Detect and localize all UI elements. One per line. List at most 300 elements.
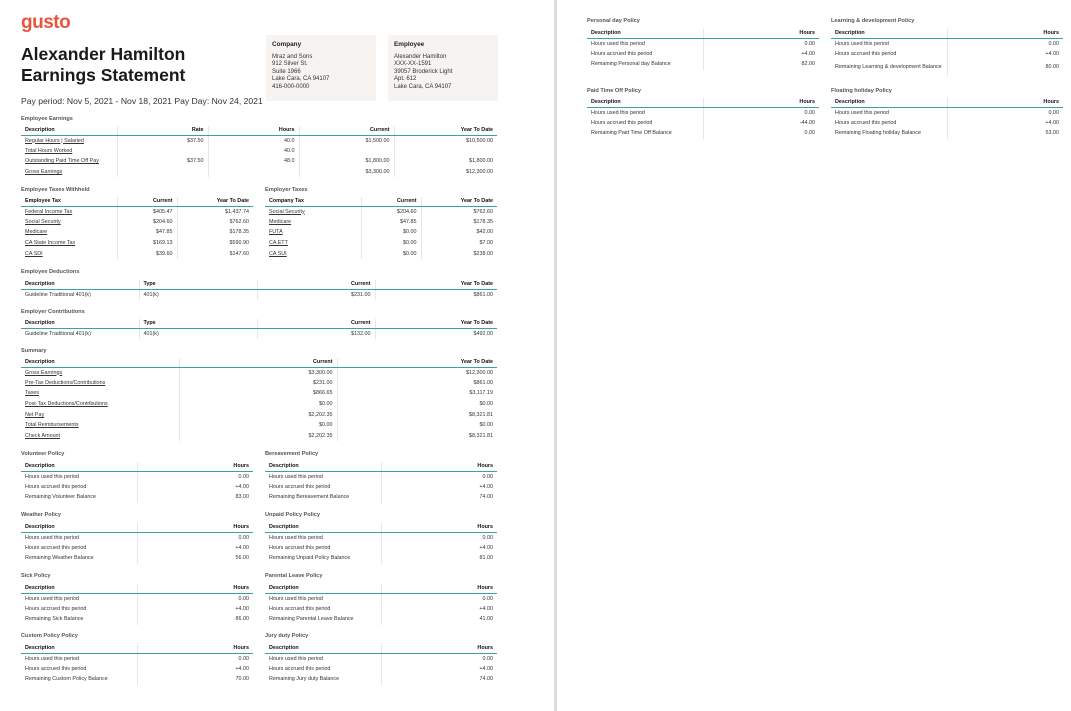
cell: +4.00 <box>1045 50 1059 57</box>
cell: $762.60 <box>229 218 249 225</box>
column-header: Type <box>139 319 257 328</box>
cell: 0.00 <box>482 534 493 541</box>
table-row <box>265 653 497 664</box>
table-row <box>265 664 497 675</box>
custom-policy-table <box>21 644 253 685</box>
tax-name-link[interactable]: Medicare <box>265 217 361 228</box>
cell: 80.00 <box>1045 64 1059 71</box>
tax-name-link[interactable]: Federal Income Tax <box>21 206 117 217</box>
cell: $7.00 <box>479 240 493 247</box>
earning-description-link[interactable]: Total Hours Worked <box>21 146 117 157</box>
company-line: Lake Cara, CA 94107 <box>272 76 330 83</box>
cell: $231.00 <box>179 378 337 389</box>
cell: $10,500.00 <box>466 137 493 144</box>
cell: Remaining Weather Balance <box>21 553 137 564</box>
cell: $178.35 <box>473 218 493 225</box>
table-row <box>21 289 497 300</box>
earning-description-link[interactable]: Regular Hours | Salaried <box>21 135 117 146</box>
gusto-logo: gusto <box>21 12 71 33</box>
cell: 0.00 <box>1048 109 1059 116</box>
table-header-row <box>21 462 253 471</box>
cell: $47.85 <box>361 217 421 228</box>
statement-page-2 <box>557 0 1071 711</box>
table-row <box>265 604 497 615</box>
table-row <box>21 553 253 564</box>
column-header: Current <box>179 358 337 367</box>
table-row <box>21 614 253 625</box>
tax-name-link[interactable]: CA ETT <box>265 238 361 249</box>
cell <box>117 146 208 157</box>
table-header-row <box>21 358 497 367</box>
cell: Hours accrued this period <box>831 49 947 60</box>
cell: 40.0 <box>208 146 299 157</box>
column-header: Description <box>21 280 139 289</box>
table-row <box>21 227 253 238</box>
cell: +4.00 <box>801 50 815 57</box>
cell: 0.00 <box>238 534 249 541</box>
cell: Remaining Learning & development Balance <box>831 59 947 76</box>
table-row <box>265 553 497 564</box>
employee-taxes-table <box>21 197 253 259</box>
table-row <box>21 420 497 431</box>
table-row <box>21 167 497 178</box>
summary-item-link[interactable]: Taxes <box>21 388 179 399</box>
column-header: Current <box>117 197 177 206</box>
bereavement-policy-table <box>265 462 497 503</box>
employee-info-box <box>388 35 498 101</box>
cell: +4.00 <box>235 605 249 612</box>
employee-line: Alexander Hamilton <box>394 53 447 60</box>
column-header: Rate <box>117 126 208 135</box>
column-header: Description <box>831 98 947 107</box>
cell: 0.00 <box>804 130 815 137</box>
table-header-row <box>831 29 1063 38</box>
cell: 83.00 <box>235 494 249 501</box>
cell <box>117 167 208 178</box>
cell: Hours used this period <box>21 653 137 664</box>
cell: $3,117.19 <box>469 390 493 397</box>
column-header: Hours <box>381 584 497 593</box>
table-row <box>265 248 497 259</box>
table-header-row <box>21 523 253 532</box>
table-row <box>21 399 497 410</box>
column-header: Hours <box>208 126 299 135</box>
cell: Hours accrued this period <box>265 664 381 675</box>
column-header: Hours <box>137 462 253 471</box>
cell: Hours used this period <box>265 593 381 604</box>
cell: +4.00 <box>235 665 249 672</box>
summary-item-link[interactable]: Net Pay <box>21 409 179 420</box>
cell: +4.00 <box>479 665 493 672</box>
table-row <box>21 378 497 389</box>
cell: $0.00 <box>179 399 337 410</box>
cell: $0.00 <box>479 422 493 429</box>
weather-policy-title: Weather Policy <box>21 512 62 518</box>
cell: $231.00 <box>257 289 375 300</box>
cell: $861.00 <box>473 291 493 298</box>
table-row <box>21 543 253 554</box>
personal-day-policy-table <box>587 29 819 70</box>
employer-taxes-section-title: Employer Taxes <box>265 187 308 193</box>
column-header: Description <box>587 29 703 38</box>
cell: 0.00 <box>238 473 249 480</box>
parental-leave-policy-title: Parental Leave Policy <box>265 573 323 579</box>
pto-policy-title: Paid Time Off Policy <box>587 88 641 94</box>
cell: Hours used this period <box>831 107 947 118</box>
cell: 56.00 <box>235 555 249 562</box>
company-line: 912 Silver St. <box>272 61 308 68</box>
cell: 48.0 <box>208 156 299 167</box>
cell: +4.00 <box>235 544 249 551</box>
table-row <box>21 248 253 259</box>
cell: +4.00 <box>479 605 493 612</box>
table-row <box>21 674 253 685</box>
cell: $0.00 <box>361 238 421 249</box>
table-row <box>265 482 497 493</box>
cell: $147.60 <box>229 250 249 257</box>
cell: Hours used this period <box>265 653 381 664</box>
sick-policy-title: Sick Policy <box>21 573 51 579</box>
table-header-row <box>587 98 819 107</box>
table-row <box>265 471 497 482</box>
company-line: Suite 1966 <box>272 68 301 75</box>
cell: 86.00 <box>235 616 249 623</box>
tax-name-link[interactable]: FUTA <box>265 227 361 238</box>
cell: $3,300.00 <box>179 367 337 378</box>
employee-heading: Employee <box>394 41 425 48</box>
cell: 41.00 <box>479 616 493 623</box>
column-header: Current <box>257 319 375 328</box>
unpaid-policy-table <box>265 523 497 564</box>
table-header-row <box>265 523 497 532</box>
cell: $12,300.00 <box>466 369 493 376</box>
column-header: Year To Date <box>421 197 497 206</box>
cell: 53.00 <box>1045 130 1059 137</box>
cell: 401(k) <box>139 328 257 339</box>
floating-holiday-policy-title: Floating holiday Policy <box>831 88 892 94</box>
sick-policy-table <box>21 584 253 625</box>
column-header: Year To Date <box>177 197 253 206</box>
cell: Hours accrued this period <box>21 604 137 615</box>
cell: $8,321.81 <box>469 411 493 418</box>
contributions-section-title: Employer Contributions <box>21 309 85 315</box>
table-header-row <box>21 644 253 653</box>
cell: Remaining Bereavement Balance <box>265 492 381 503</box>
cell: 0.00 <box>238 595 249 602</box>
table-row <box>265 674 497 685</box>
table-row <box>21 388 497 399</box>
column-header: Hours <box>703 98 819 107</box>
summary-table <box>21 358 497 441</box>
cell: $0.00 <box>361 227 421 238</box>
volunteer-policy-table <box>21 462 253 503</box>
column-header: Hours <box>381 462 497 471</box>
table-header-row <box>21 126 497 135</box>
table-row <box>831 118 1063 129</box>
cell: $762.60 <box>473 208 493 215</box>
table-row <box>21 653 253 664</box>
table-row <box>265 238 497 249</box>
column-header: Hours <box>947 29 1063 38</box>
cell: $1,800.00 <box>469 158 493 165</box>
cell: $1,500.00 <box>299 135 394 146</box>
cell: Remaining Paid Time Off Balance <box>587 128 703 139</box>
deductions-section-title: Employee Deductions <box>21 269 80 275</box>
tax-name-link[interactable]: CA SUI <box>265 248 361 259</box>
jury-duty-policy-table <box>265 644 497 685</box>
column-header: Hours <box>137 523 253 532</box>
cell: Hours used this period <box>831 38 947 49</box>
tax-name-link[interactable]: CA State Income Tax <box>21 238 117 249</box>
learning-development-policy-table <box>831 29 1063 76</box>
cell: $178.35 <box>229 229 249 236</box>
cell: 0.00 <box>1048 40 1059 47</box>
table-row <box>265 614 497 625</box>
table-row <box>21 156 497 167</box>
table-row <box>21 238 253 249</box>
employee-taxes-section-title: Employee Taxes Withheld <box>21 187 90 193</box>
column-header: Current <box>257 280 375 289</box>
employer-taxes-table <box>265 197 497 259</box>
cell: Hours accrued this period <box>21 482 137 493</box>
cell: $12,300.00 <box>466 169 493 176</box>
deductions-table <box>21 280 497 300</box>
employee-line: Lake Cara, CA 94107 <box>394 83 452 90</box>
earnings-table <box>21 126 497 177</box>
table-row <box>21 471 253 482</box>
company-info-box <box>266 35 376 101</box>
cell: Remaining Floating holiday Balance <box>831 128 947 139</box>
column-header: Hours <box>137 584 253 593</box>
column-header: Hours <box>703 29 819 38</box>
cell: $238.00 <box>473 250 493 257</box>
table-row <box>265 206 497 217</box>
table-header-row <box>831 98 1063 107</box>
tax-name-link[interactable]: Social Security <box>265 206 361 217</box>
cell: $132.00 <box>257 328 375 339</box>
cell: $204.60 <box>361 206 421 217</box>
table-row <box>831 128 1063 139</box>
column-header: Description <box>21 644 137 653</box>
cell: $2,202.35 <box>179 409 337 420</box>
table-row <box>831 107 1063 118</box>
learning-development-policy-title: Learning & development Policy <box>831 18 915 24</box>
cell: Remaining Sick Balance <box>21 614 137 625</box>
table-row <box>21 593 253 604</box>
pay-period: Pay period: Nov 5, 2021 - Nov 18, 2021 Pay Day: Nov 24, 2021 <box>21 96 263 106</box>
cell: Guideline Traditional 401(k) <box>21 328 139 339</box>
table-row <box>21 135 497 146</box>
column-header: Company Tax <box>265 197 361 206</box>
tax-name-link[interactable]: CA SDI <box>21 248 117 259</box>
cell: +4.00 <box>479 483 493 490</box>
cell <box>394 146 497 157</box>
custom-policy-title: Custom Policy Policy <box>21 633 78 639</box>
table-row <box>265 492 497 503</box>
column-header: Type <box>139 280 257 289</box>
table-header-row <box>21 319 497 328</box>
tax-name-link[interactable]: Social Security <box>21 217 117 228</box>
cell: Hours used this period <box>21 593 137 604</box>
cell: $37.50 <box>117 156 208 167</box>
column-header: Year To Date <box>394 126 497 135</box>
cell: Hours used this period <box>21 532 137 543</box>
table-row <box>21 217 253 228</box>
cell: Hours used this period <box>21 471 137 482</box>
summary-item-link[interactable]: Post-Tax Deductions/Contributions <box>21 399 179 410</box>
personal-day-policy-title: Personal day Policy <box>587 18 640 24</box>
table-row <box>21 482 253 493</box>
column-header: Hours <box>381 523 497 532</box>
cell: Hours used this period <box>587 107 703 118</box>
table-row <box>265 217 497 228</box>
cell: 74.00 <box>479 494 493 501</box>
table-row <box>587 38 819 49</box>
cell: Remaining Custom Policy Balance <box>21 674 137 685</box>
column-header: Description <box>587 98 703 107</box>
cell: $1,437.74 <box>225 208 249 215</box>
employee-line: 39057 Broderick Light <box>394 68 453 75</box>
column-header: Year To Date <box>375 319 497 328</box>
cell: $0.00 <box>479 401 493 408</box>
table-row <box>265 543 497 554</box>
cell: Hours accrued this period <box>587 49 703 60</box>
table-header-row <box>21 197 253 206</box>
table-row <box>265 593 497 604</box>
cell: Hours accrued this period <box>831 118 947 129</box>
bereavement-policy-title: Bereavement Policy <box>265 451 319 457</box>
cell: 0.00 <box>482 595 493 602</box>
cell: 0.00 <box>238 655 249 662</box>
parental-leave-policy-table <box>265 584 497 625</box>
cell: 0.00 <box>482 473 493 480</box>
cell: Remaining Jury duty Balance <box>265 674 381 685</box>
column-header: Description <box>21 319 139 328</box>
summary-item-link[interactable]: Check Amount <box>21 431 179 442</box>
table-row <box>21 206 253 217</box>
cell: +4.00 <box>1045 119 1059 126</box>
column-header: Description <box>831 29 947 38</box>
column-header: Description <box>265 523 381 532</box>
cell: $42.00 <box>476 229 493 236</box>
table-row <box>587 59 819 70</box>
table-row <box>21 409 497 420</box>
table-header-row <box>265 584 497 593</box>
table-header-row <box>265 462 497 471</box>
cell: $3,300.00 <box>299 167 394 178</box>
cell: $37.50 <box>117 135 208 146</box>
table-row <box>21 431 497 442</box>
statement-title: Alexander Hamilton Earnings Statement <box>21 44 186 85</box>
cell: $204.60 <box>117 217 177 228</box>
summary-item-link[interactable]: Total Reimbursements <box>21 420 179 431</box>
cell: Hours accrued this period <box>265 543 381 554</box>
cell: $8,321.81 <box>469 432 493 439</box>
employee-line: XXX-XX-1591 <box>394 61 432 68</box>
summary-item-link[interactable]: Gross Earnings <box>21 367 179 378</box>
cell: 81.00 <box>479 555 493 562</box>
table-row <box>831 38 1063 49</box>
cell: Hours accrued this period <box>587 118 703 129</box>
company-heading: Company <box>272 41 302 48</box>
cell: Hours used this period <box>265 532 381 543</box>
column-header: Description <box>21 358 179 367</box>
earning-description-link[interactable]: Outstanding Paid Time Off Pay <box>21 156 117 167</box>
cell: Remaining Volunteer Balance <box>21 492 137 503</box>
cell: Remaining Unpaid Policy Balance <box>265 553 381 564</box>
cell: +4.00 <box>479 544 493 551</box>
unpaid-policy-title: Unpaid Policy Policy <box>265 512 321 518</box>
jury-duty-policy-title: Jury duty Policy <box>265 633 309 639</box>
column-header: Description <box>21 523 137 532</box>
cell: $405.47 <box>117 206 177 217</box>
table-row <box>831 49 1063 60</box>
cell: $169.13 <box>117 238 177 249</box>
table-row <box>21 367 497 378</box>
table-header-row <box>587 29 819 38</box>
column-header: Employee Tax <box>21 197 117 206</box>
volunteer-policy-title: Volunteer Policy <box>21 451 65 457</box>
cell: $0.00 <box>361 248 421 259</box>
table-row <box>21 604 253 615</box>
cell: Hours accrued this period <box>21 543 137 554</box>
weather-policy-table <box>21 523 253 564</box>
cell: Hours accrued this period <box>21 664 137 675</box>
cell: 401(k) <box>139 289 257 300</box>
table-row <box>21 146 497 157</box>
cell: $590.90 <box>229 240 249 247</box>
table-row <box>587 128 819 139</box>
cell: Hours accrued this period <box>265 604 381 615</box>
cell: Hours used this period <box>265 471 381 482</box>
column-header: Description <box>21 584 137 593</box>
cell: $1,800.00 <box>299 156 394 167</box>
earnings-section-title: Employee Earnings <box>21 116 73 122</box>
cell: $866.65 <box>179 388 337 399</box>
cell: Remaining Parental Leave Balance <box>265 614 381 625</box>
cell: 0.00 <box>482 655 493 662</box>
column-header: Description <box>265 462 381 471</box>
table-row <box>265 532 497 543</box>
earning-description-link[interactable]: Gross Earnings <box>21 167 117 178</box>
table-row <box>21 532 253 543</box>
cell: 0.00 <box>804 40 815 47</box>
column-header: Hours <box>381 644 497 653</box>
cell: 40.0 <box>208 135 299 146</box>
cell: 74.00 <box>479 676 493 683</box>
employee-line: Apt. 612 <box>394 76 417 83</box>
contributions-table <box>21 319 497 339</box>
column-header: Description <box>21 462 137 471</box>
column-header: Hours <box>137 644 253 653</box>
table-row <box>831 59 1063 76</box>
table-row <box>265 227 497 238</box>
cell: $0.00 <box>179 420 337 431</box>
cell: 70.00 <box>235 676 249 683</box>
cell: 0.00 <box>804 109 815 116</box>
company-line: 416-000-0000 <box>272 83 310 90</box>
column-header: Description <box>21 126 117 135</box>
column-header: Description <box>265 584 381 593</box>
table-row <box>21 328 497 339</box>
cell: Remaining Personal day Balance <box>587 59 703 70</box>
table-header-row <box>265 197 497 206</box>
tax-name-link[interactable]: Medicare <box>21 227 117 238</box>
summary-item-link[interactable]: Pre-Tax Deductions/Contributions <box>21 378 179 389</box>
cell: Guideline Traditional 401(k) <box>21 289 139 300</box>
column-header: Current <box>299 126 394 135</box>
column-header: Description <box>265 644 381 653</box>
